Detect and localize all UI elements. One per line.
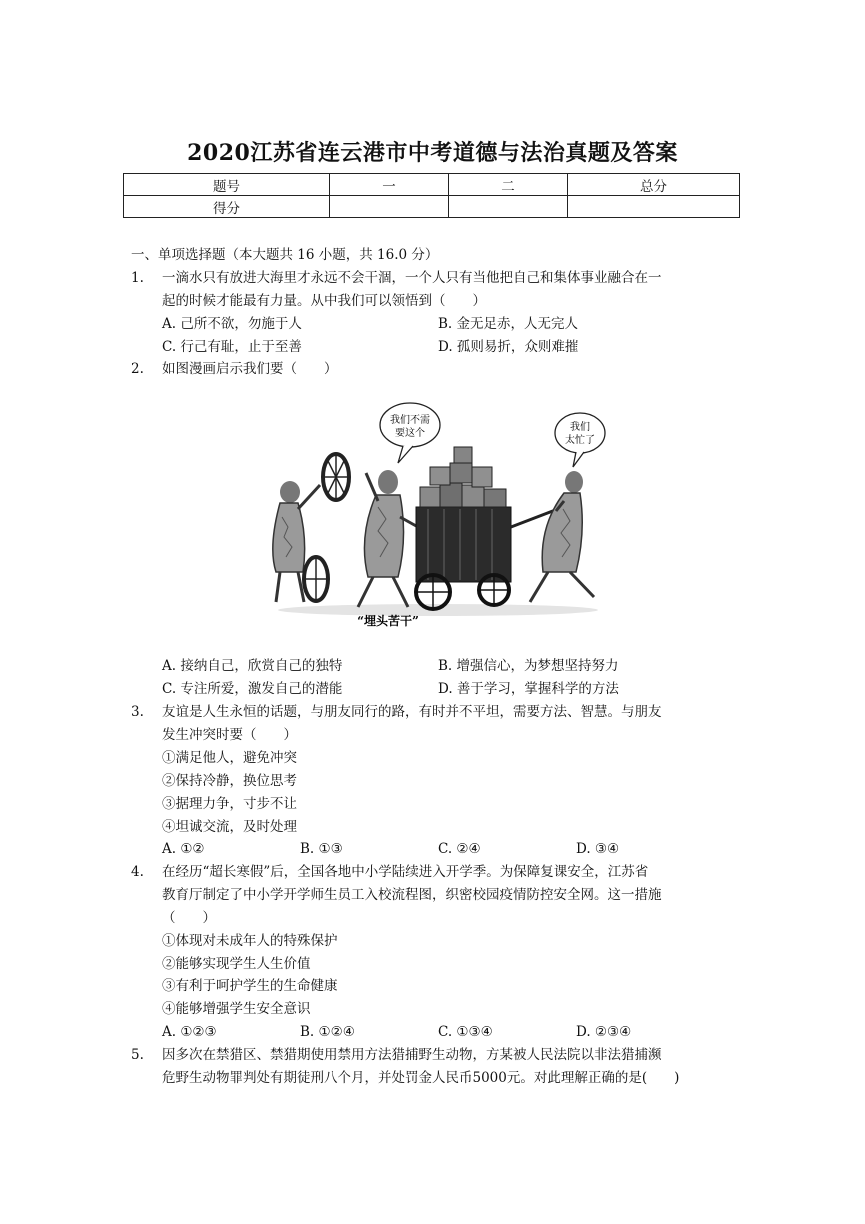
- option-d: D. 善于学习，掌握科学的方法: [438, 681, 619, 697]
- option-a: A. 己所不欲，勿施于人: [162, 316, 302, 332]
- question-text: 友谊是人生永恒的话题，与朋友同行的路，有时并不平坦，需要方法、智慧。与朋友: [162, 704, 662, 720]
- table-cell: [568, 196, 740, 218]
- option-c: C. 专注所爱，激发自己的潜能: [162, 681, 343, 697]
- table-cell: [330, 196, 449, 218]
- wheel-raised-icon: [323, 454, 349, 500]
- question-text: （ ）: [162, 910, 216, 926]
- option-b: B. 增强信心，为梦想坚持努力: [438, 658, 619, 674]
- caveman-right-figure: [530, 471, 594, 602]
- question-number: 4.: [131, 864, 144, 880]
- bubble-text: 我们: [570, 422, 590, 433]
- option-d: D. ②③④: [576, 1024, 632, 1040]
- option-d: D. 孤则易折，众则难摧: [438, 339, 579, 355]
- option-d: D. ③④: [576, 841, 620, 857]
- question-text: 如图漫画启示我们要（ ）: [162, 361, 338, 377]
- statement-item: ②保持冷静，换位思考: [162, 773, 297, 789]
- cart-with-stones-icon: [416, 447, 558, 609]
- wheel-ground-icon: [304, 557, 328, 601]
- statement-item: ①满足他人，避免冲突: [162, 750, 297, 766]
- table-row: [124, 196, 740, 218]
- statement-item: ④坦诚交流，及时处理: [162, 819, 297, 835]
- option-c: C. ①③④: [438, 1024, 493, 1040]
- table-row: [124, 174, 740, 196]
- statement-item: ③据理力争，寸步不让: [162, 796, 297, 812]
- option-b: B. 金无足赤，人无完人: [438, 316, 579, 332]
- score-table: [123, 173, 740, 218]
- cartoon-caption: “埋头苦干”: [357, 614, 419, 628]
- option-c: C. 行己有耻，止于至善: [162, 339, 302, 355]
- question-number: 3.: [131, 704, 144, 720]
- question-number: 1.: [131, 270, 144, 286]
- question-text: 因多次在禁猎区、禁猎期使用禁用方法猎捕野生动物，方某被人民法院以非法猎捕濒: [162, 1047, 662, 1063]
- statement-item: ③有利于呵护学生的生命健康: [162, 978, 338, 994]
- question-number: 5.: [131, 1047, 144, 1063]
- option-b: B. ①③: [300, 841, 343, 857]
- statement-item: ②能够实现学生人生价值: [162, 956, 311, 972]
- table-cell: 一: [330, 174, 449, 196]
- question-number: 2.: [131, 361, 144, 377]
- statement-item: ④能够增强学生安全意识: [162, 1001, 311, 1017]
- option-b: B. ①②④: [300, 1024, 355, 1040]
- option-a: A. 接纳自己，欣赏自己的独特: [162, 658, 343, 674]
- table-cell: 总分: [568, 174, 740, 196]
- section-heading: 一、单项选择题（本大题共 16 小题，共 16.0 分）: [131, 247, 439, 263]
- question-text: 发生冲突时要（ ）: [162, 727, 297, 743]
- table-cell: [449, 196, 568, 218]
- option-a: A. ①②③: [162, 1024, 217, 1040]
- question-text: 教育厅制定了中小学开学师生员工入校流程图，织密校园疫情防控安全网。这一措施: [162, 887, 662, 903]
- page-title: 2020江苏省连云港市中考道德与法治真题及答案: [187, 140, 678, 166]
- bubble-text: 我们不需: [390, 415, 430, 426]
- table-cell: 得分: [124, 196, 330, 218]
- question-text: 一滴水只有放进大海里才永远不会干涸，一个人只有当他把自己和集体事业融合在一: [162, 270, 662, 286]
- bubble-text: 太忙了: [565, 435, 595, 446]
- caveman-middle-figure: [358, 470, 418, 607]
- table-cell: 题号: [124, 174, 330, 196]
- option-c: C. ②④: [438, 841, 481, 857]
- question-text: 在经历“超长寒假”后，全国各地中小学陆续进入开学季。为保障复课安全，江苏省: [162, 864, 649, 880]
- cartoon-image: [258, 397, 610, 629]
- option-a: A. ①②: [162, 841, 205, 857]
- statement-item: ①体现对未成年人的特殊保护: [162, 933, 338, 949]
- bubble-text: 要这个: [395, 428, 425, 439]
- caveman-left-figure: [273, 481, 320, 602]
- question-text: 危野生动物罪判处有期徒刑八个月，并处罚金人民币5000元。对此理解正确的是( ): [162, 1070, 680, 1086]
- question-text: 起的时候才能最有力量。从中我们可以领悟到（ ）: [162, 293, 486, 309]
- table-cell: 二: [449, 174, 568, 196]
